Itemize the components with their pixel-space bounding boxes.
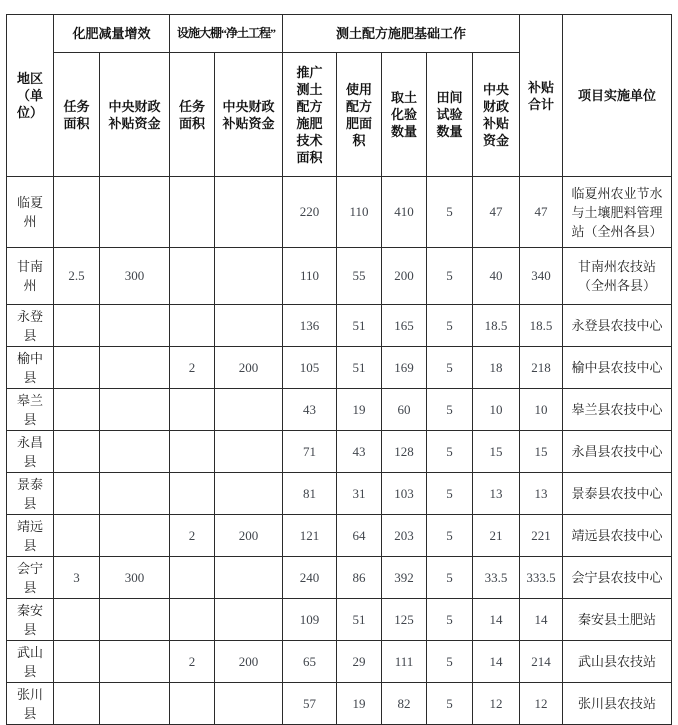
header-group-greenhouse-clean-soil: 设施大棚“净土工程” [170, 15, 283, 53]
unit-cell: 靖远县农技中心 [563, 515, 672, 557]
unit-cell: 永昌县农技中心 [563, 431, 672, 473]
value-cell [215, 599, 283, 641]
table-row [7, 248, 672, 305]
value-cell: 214 [520, 641, 563, 683]
value-cell [215, 683, 283, 725]
value-cell: 392 [382, 557, 427, 599]
value-cell: 15 [520, 431, 563, 473]
table-row [7, 515, 672, 557]
unit-cell: 武山县农技站 [563, 641, 672, 683]
value-cell: 121 [283, 515, 337, 557]
value-cell: 200 [215, 641, 283, 683]
value-cell: 128 [382, 431, 427, 473]
region-cell: 永登县 [7, 305, 54, 347]
region-cell: 张川县 [7, 683, 54, 725]
value-cell [170, 431, 215, 473]
value-cell [100, 177, 170, 248]
header-implementing-unit: 项目实施单位 [563, 15, 672, 177]
header-task-area-2 [170, 53, 215, 177]
value-cell: 300 [100, 557, 170, 599]
header-formula-fertilizer-area [337, 53, 382, 177]
value-cell: 109 [283, 599, 337, 641]
region-cell: 永昌县 [7, 431, 54, 473]
header-formula-fertilizer-area-label: 使用配方肥面积 [346, 81, 373, 148]
value-cell: 110 [337, 177, 382, 248]
table-row [7, 473, 672, 515]
value-cell [170, 305, 215, 347]
value-cell: 47 [520, 177, 563, 248]
value-cell [170, 473, 215, 515]
value-cell: 10 [520, 389, 563, 431]
header-central-subsidy-3-label: 中央财政补贴资金 [483, 81, 510, 148]
region-cell: 靖远县 [7, 515, 54, 557]
value-cell: 200 [382, 248, 427, 305]
region-cell: 秦安县 [7, 599, 54, 641]
value-cell: 51 [337, 347, 382, 389]
value-cell [54, 177, 100, 248]
table-row [7, 683, 672, 725]
value-cell: 5 [427, 389, 473, 431]
header-promotion-area [283, 53, 337, 177]
value-cell: 5 [427, 473, 473, 515]
header-subsidy-total [520, 15, 563, 177]
unit-cell: 临夏州农业节水与土壤肥料管理站（全州各县） [563, 177, 672, 248]
unit-cell: 皋兰县农技中心 [563, 389, 672, 431]
value-cell: 5 [427, 683, 473, 725]
value-cell: 86 [337, 557, 382, 599]
value-cell: 218 [520, 347, 563, 389]
value-cell: 220 [283, 177, 337, 248]
value-cell: 40 [473, 248, 520, 305]
value-cell: 65 [283, 641, 337, 683]
value-cell [215, 431, 283, 473]
value-cell: 18 [473, 347, 520, 389]
value-cell [54, 683, 100, 725]
table-row [7, 305, 672, 347]
value-cell [215, 557, 283, 599]
region-cell: 临夏州 [7, 177, 54, 248]
unit-cell: 秦安县土肥站 [563, 599, 672, 641]
value-cell [215, 305, 283, 347]
header-group-fertilizer-reduction: 化肥减量增效 [54, 15, 170, 53]
value-cell: 333.5 [520, 557, 563, 599]
value-cell: 200 [215, 515, 283, 557]
value-cell: 10 [473, 389, 520, 431]
value-cell [100, 473, 170, 515]
value-cell: 410 [382, 177, 427, 248]
region-cell: 会宁县 [7, 557, 54, 599]
value-cell [170, 683, 215, 725]
header-central-subsidy-2-label: 中央财政补贴资金 [222, 98, 275, 131]
value-cell: 14 [473, 641, 520, 683]
value-cell: 13 [520, 473, 563, 515]
table-row [7, 177, 672, 248]
value-cell: 2 [170, 641, 215, 683]
value-cell: 203 [382, 515, 427, 557]
header-subsidy-total-label: 补贴合计 [528, 79, 555, 112]
subsidy-table [6, 14, 672, 725]
value-cell: 71 [283, 431, 337, 473]
table-row [7, 641, 672, 683]
value-cell: 64 [337, 515, 382, 557]
unit-cell: 永登县农技中心 [563, 305, 672, 347]
table-row [7, 431, 672, 473]
value-cell [54, 305, 100, 347]
value-cell: 165 [382, 305, 427, 347]
value-cell: 5 [427, 248, 473, 305]
unit-cell: 榆中县农技中心 [563, 347, 672, 389]
value-cell: 29 [337, 641, 382, 683]
value-cell: 47 [473, 177, 520, 248]
value-cell: 5 [427, 557, 473, 599]
value-cell [100, 305, 170, 347]
value-cell: 110 [283, 248, 337, 305]
value-cell [100, 389, 170, 431]
value-cell: 14 [520, 599, 563, 641]
header-central-subsidy-3 [473, 53, 520, 177]
value-cell: 81 [283, 473, 337, 515]
header-central-subsidy-1-label: 中央财政补贴资金 [108, 98, 161, 131]
value-cell [215, 473, 283, 515]
region-cell: 皋兰县 [7, 389, 54, 431]
value-cell: 31 [337, 473, 382, 515]
table-header [7, 15, 672, 177]
value-cell [215, 389, 283, 431]
value-cell [54, 431, 100, 473]
value-cell: 200 [215, 347, 283, 389]
header-task-area-2-label: 任务面积 [179, 98, 206, 131]
value-cell: 169 [382, 347, 427, 389]
value-cell: 300 [100, 248, 170, 305]
value-cell: 51 [337, 599, 382, 641]
region-cell: 甘南州 [7, 248, 54, 305]
value-cell: 136 [283, 305, 337, 347]
value-cell: 82 [382, 683, 427, 725]
value-cell [100, 683, 170, 725]
value-cell [215, 248, 283, 305]
header-group-soil-testing: 测土配方施肥基础工作 [283, 15, 520, 53]
table-row [7, 557, 672, 599]
header-region [7, 15, 54, 177]
value-cell: 55 [337, 248, 382, 305]
header-group-row [7, 15, 672, 53]
value-cell: 18.5 [520, 305, 563, 347]
header-field-trial-count-label: 田间试验数量 [436, 90, 463, 139]
value-cell: 2.5 [54, 248, 100, 305]
value-cell: 51 [337, 305, 382, 347]
value-cell: 221 [520, 515, 563, 557]
value-cell [100, 347, 170, 389]
value-cell: 5 [427, 515, 473, 557]
value-cell: 103 [382, 473, 427, 515]
value-cell: 14 [473, 599, 520, 641]
value-cell: 2 [170, 347, 215, 389]
value-cell [100, 641, 170, 683]
value-cell [54, 347, 100, 389]
value-cell: 3 [54, 557, 100, 599]
value-cell: 15 [473, 431, 520, 473]
header-region-label: 地区（单位） [16, 71, 43, 120]
value-cell: 5 [427, 641, 473, 683]
value-cell: 5 [427, 305, 473, 347]
value-cell [170, 248, 215, 305]
value-cell [100, 599, 170, 641]
value-cell: 43 [337, 431, 382, 473]
value-cell: 19 [337, 683, 382, 725]
value-cell: 5 [427, 599, 473, 641]
header-task-area-1-label: 任务面积 [63, 98, 90, 131]
value-cell [54, 473, 100, 515]
value-cell: 240 [283, 557, 337, 599]
value-cell: 57 [283, 683, 337, 725]
value-cell [170, 599, 215, 641]
header-soil-sample-count-label: 取土化验数量 [391, 90, 418, 139]
value-cell: 5 [427, 347, 473, 389]
table-row [7, 389, 672, 431]
value-cell: 18.5 [473, 305, 520, 347]
header-central-subsidy-2 [215, 53, 283, 177]
value-cell: 111 [382, 641, 427, 683]
header-promotion-area-label: 推广测土配方施肥技术面积 [296, 64, 323, 165]
unit-cell: 景泰县农技中心 [563, 473, 672, 515]
value-cell: 340 [520, 248, 563, 305]
value-cell: 21 [473, 515, 520, 557]
unit-cell: 张川县农技站 [563, 683, 672, 725]
value-cell: 43 [283, 389, 337, 431]
value-cell [54, 641, 100, 683]
value-cell: 125 [382, 599, 427, 641]
value-cell: 5 [427, 177, 473, 248]
table-row [7, 599, 672, 641]
value-cell: 2 [170, 515, 215, 557]
region-cell: 景泰县 [7, 473, 54, 515]
value-cell [170, 177, 215, 248]
value-cell [54, 515, 100, 557]
value-cell: 12 [520, 683, 563, 725]
region-cell: 武山县 [7, 641, 54, 683]
value-cell: 60 [382, 389, 427, 431]
value-cell [54, 389, 100, 431]
header-field-trial-count [427, 53, 473, 177]
value-cell: 13 [473, 473, 520, 515]
table-body [7, 177, 672, 725]
value-cell [100, 515, 170, 557]
table-row [7, 347, 672, 389]
value-cell [215, 177, 283, 248]
unit-cell: 会宁县农技中心 [563, 557, 672, 599]
unit-cell: 甘南州农技站（全州各县） [563, 248, 672, 305]
value-cell: 19 [337, 389, 382, 431]
value-cell [54, 599, 100, 641]
value-cell: 12 [473, 683, 520, 725]
region-cell: 榆中县 [7, 347, 54, 389]
value-cell: 5 [427, 431, 473, 473]
value-cell: 33.5 [473, 557, 520, 599]
value-cell: 105 [283, 347, 337, 389]
value-cell [170, 389, 215, 431]
value-cell [100, 431, 170, 473]
header-soil-sample-count [382, 53, 427, 177]
value-cell [170, 557, 215, 599]
header-task-area-1 [54, 53, 100, 177]
header-central-subsidy-1 [100, 53, 170, 177]
